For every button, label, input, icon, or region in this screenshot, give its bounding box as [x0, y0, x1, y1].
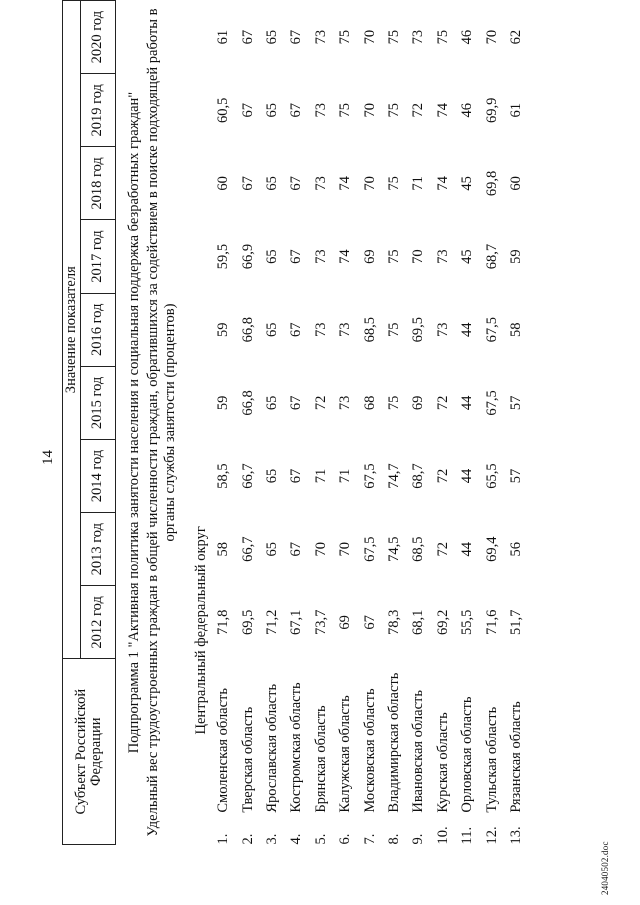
indicator-value: 72	[410, 103, 427, 118]
table-row	[212, 1, 236, 845]
table-row	[358, 1, 382, 845]
year-header: 2017 год	[81, 220, 116, 293]
indicator-value: 67	[239, 29, 256, 45]
indicator-value: 67	[288, 29, 305, 45]
indicator-value: 55,5	[459, 609, 476, 636]
indicator-value: 45	[459, 176, 476, 191]
table-row	[309, 1, 333, 845]
indicator-value: 68,7	[410, 463, 427, 489]
indicator-value: 65	[264, 176, 281, 191]
indicator-value: 66,8	[239, 317, 256, 343]
indicator-value: 74	[337, 176, 354, 191]
year-header: 2018 год	[81, 147, 116, 220]
indicator-value: 44	[459, 395, 476, 411]
indicator-value: 72	[434, 395, 451, 411]
indicator-value: 58	[215, 541, 232, 557]
indicator-value: 71,8	[215, 609, 232, 636]
indicator-value: 70	[361, 29, 378, 45]
indicator-value: 67,5	[361, 463, 378, 489]
indicator-value: 68	[361, 395, 378, 411]
indicator-value: 57	[507, 468, 524, 484]
indicator-value: 44	[459, 468, 476, 484]
indicator-value: 56	[507, 541, 524, 557]
region-name: Тульская область	[483, 706, 500, 813]
indicator-value: 75	[337, 29, 354, 45]
year-header: 2013 год	[81, 513, 116, 586]
indicator-value: 72	[434, 468, 451, 484]
indicator-value: 65,5	[483, 463, 500, 489]
indicator-value: 67	[288, 468, 305, 484]
indicator-value: 73	[312, 322, 329, 337]
region-name: Московская область	[361, 688, 378, 813]
indicator-value: 74,7	[385, 463, 402, 489]
subject-header: Субъект Российской Федерации	[63, 659, 116, 845]
table-row	[382, 1, 406, 845]
row-number: 8.	[385, 833, 402, 845]
table-row	[504, 1, 528, 845]
indicator-value: 67,5	[483, 317, 500, 343]
indicator-value: 75	[385, 176, 402, 191]
indicator-value: 51,7	[507, 609, 524, 636]
indicator-value: 58	[507, 322, 524, 337]
indicator-value: 72	[312, 395, 329, 411]
indicator-value: 73	[434, 322, 451, 337]
indicator-value: 73	[312, 29, 329, 45]
year-header: 2016 год	[81, 293, 116, 366]
indicator-value: 69,5	[239, 609, 256, 636]
indicator-value: 71,6	[483, 609, 500, 636]
indicator-value: 65	[264, 468, 281, 484]
row-number: 10.	[434, 826, 451, 845]
year-header: 2014 год	[81, 439, 116, 512]
indicator-value: 67	[288, 395, 305, 411]
indicator-value: 58,5	[215, 463, 232, 489]
indicator-value: 59	[215, 322, 232, 337]
table-row	[334, 1, 358, 845]
row-number: 2.	[239, 833, 256, 845]
row-number: 7.	[361, 833, 378, 845]
region-name: Брянская область	[312, 705, 329, 813]
table-row	[236, 1, 260, 845]
page-number: 14	[40, 450, 56, 465]
indicator-value: 69,5	[410, 317, 427, 343]
indicator-value: 73	[337, 322, 354, 337]
table-row	[431, 1, 455, 845]
region-name: Рязанская область	[507, 701, 524, 813]
row-number: 3.	[264, 833, 281, 845]
indicator-value: 66,8	[239, 390, 256, 416]
table-row	[407, 1, 431, 845]
row-number: 12.	[483, 826, 500, 845]
indicator-value: 69	[337, 615, 354, 630]
indicator-value: 73	[312, 176, 329, 191]
indicator-value: 73,7	[312, 609, 329, 636]
year-header: 2012 год	[81, 586, 116, 659]
indicator-value: 69,8	[483, 170, 500, 197]
indicator-value: 73	[410, 29, 427, 45]
indicator-value: 67	[288, 176, 305, 191]
indicator-value: 66,9	[239, 243, 256, 270]
region-name: Тверская область	[239, 706, 256, 813]
indicator-value: 73	[312, 249, 329, 264]
indicator-value: 71	[312, 468, 329, 484]
indicator-value: 74,5	[385, 536, 402, 562]
region-name: Курская область	[434, 712, 451, 813]
indicator-value: 65	[264, 395, 281, 411]
indicator-value: 57	[507, 395, 524, 411]
year-header: 2015 год	[81, 366, 116, 439]
year-header: 2020 год	[81, 1, 116, 74]
indicator-value: 75	[385, 395, 402, 411]
indicator-value: 67	[239, 103, 256, 118]
indicator-value: 74	[337, 249, 354, 264]
indicator-value: 74	[434, 103, 451, 118]
row-number: 9.	[410, 833, 427, 845]
indicator-value: 68,7	[483, 243, 500, 270]
indicator-value: 70	[312, 541, 329, 557]
year-header: 2019 год	[81, 74, 116, 147]
indicator-value: 67	[288, 322, 305, 337]
indicator-value: 65	[264, 249, 281, 264]
subprogram-title: Подпрограмма 1 "Активная политика занятости населения и социальная поддержка безработных граждан"	[126, 91, 142, 754]
footer-code: 24040502.doc	[600, 841, 610, 895]
indicator-value: 66,7	[239, 463, 256, 489]
indicator-title: Удельный вес трудоустроенных граждан в общей численности граждан, обратившихся за содействием в поиске подходящей работы в органы службы занятости (процентов)	[144, 8, 178, 837]
district-label: Центральный федеральный округ	[192, 526, 209, 735]
indicator-value: 59	[507, 249, 524, 264]
indicator-value: 44	[459, 541, 476, 557]
indicator-value: 67	[288, 103, 305, 118]
indicator-table	[62, 0, 529, 845]
indicator-value: 61	[507, 103, 524, 118]
indicator-value: 75	[385, 249, 402, 264]
row-number: 11.	[459, 826, 476, 845]
indicator-value: 75	[385, 29, 402, 45]
indicator-value: 69,4	[483, 536, 500, 562]
indicator-value: 61	[215, 29, 232, 45]
indicator-value: 71	[410, 176, 427, 191]
row-number: 5.	[312, 833, 329, 845]
region-name: Калужская область	[337, 695, 354, 813]
indicator-value: 67	[288, 541, 305, 557]
row-number: 4.	[288, 833, 305, 845]
indicator-value: 67,1	[288, 609, 305, 636]
indicator-value: 71,2	[264, 609, 281, 636]
indicator-value: 70	[361, 176, 378, 191]
indicator-value: 59	[215, 395, 232, 411]
values-group-header: Значение показателя	[63, 1, 81, 659]
indicator-value: 66,7	[239, 536, 256, 562]
indicator-value: 67	[239, 176, 256, 191]
indicator-value: 73	[337, 395, 354, 411]
indicator-value: 70	[337, 541, 354, 557]
row-number: 13.	[507, 826, 524, 845]
indicator-value: 69	[410, 395, 427, 411]
indicator-value: 65	[264, 541, 281, 557]
indicator-value: 75	[434, 29, 451, 45]
indicator-value: 65	[264, 29, 281, 45]
indicator-value: 60	[507, 176, 524, 191]
row-number: 1.	[215, 833, 232, 845]
indicator-value: 46	[459, 103, 476, 118]
indicator-value: 71	[337, 468, 354, 484]
region-name: Смоленская область	[215, 688, 232, 813]
indicator-value: 73	[312, 103, 329, 118]
indicator-value: 69,2	[434, 609, 451, 636]
indicator-value: 74	[434, 176, 451, 191]
indicator-value: 75	[337, 103, 354, 118]
indicator-value: 60,5	[215, 97, 232, 123]
indicator-value: 67,5	[483, 390, 500, 416]
indicator-value: 60	[215, 176, 232, 191]
indicator-value: 70	[361, 103, 378, 118]
indicator-value: 75	[385, 103, 402, 118]
region-name: Владимирская область	[385, 672, 402, 813]
indicator-value: 45	[459, 249, 476, 264]
indicator-value: 75	[385, 322, 402, 337]
table-row	[480, 1, 504, 845]
indicator-value: 67,5	[361, 536, 378, 562]
indicator-value: 62	[507, 29, 524, 45]
indicator-value: 70	[483, 29, 500, 45]
indicator-value: 69	[361, 249, 378, 264]
table-row	[285, 1, 309, 845]
region-name: Ивановская область	[410, 690, 427, 813]
indicator-value: 67	[361, 615, 378, 630]
table-row	[260, 1, 284, 845]
indicator-value: 78,3	[385, 609, 402, 636]
indicator-value: 68,5	[410, 536, 427, 562]
region-name: Орловская область	[459, 696, 476, 813]
indicator-value: 67	[288, 249, 305, 264]
indicator-value: 44	[459, 322, 476, 337]
indicator-value: 65	[264, 103, 281, 118]
indicator-value: 69,9	[483, 97, 500, 123]
region-name: Ярославская область	[264, 683, 281, 813]
indicator-value: 68,1	[410, 609, 427, 636]
indicator-value: 46	[459, 29, 476, 45]
indicator-value: 59,5	[215, 243, 232, 270]
indicator-value: 65	[264, 322, 281, 337]
table-row	[455, 1, 479, 845]
indicator-value: 72	[434, 541, 451, 557]
indicator-value: 68,5	[361, 317, 378, 343]
indicator-value: 70	[410, 249, 427, 264]
region-name: Костромская область	[288, 682, 305, 813]
row-number: 6.	[337, 833, 354, 845]
indicator-value: 73	[434, 249, 451, 264]
